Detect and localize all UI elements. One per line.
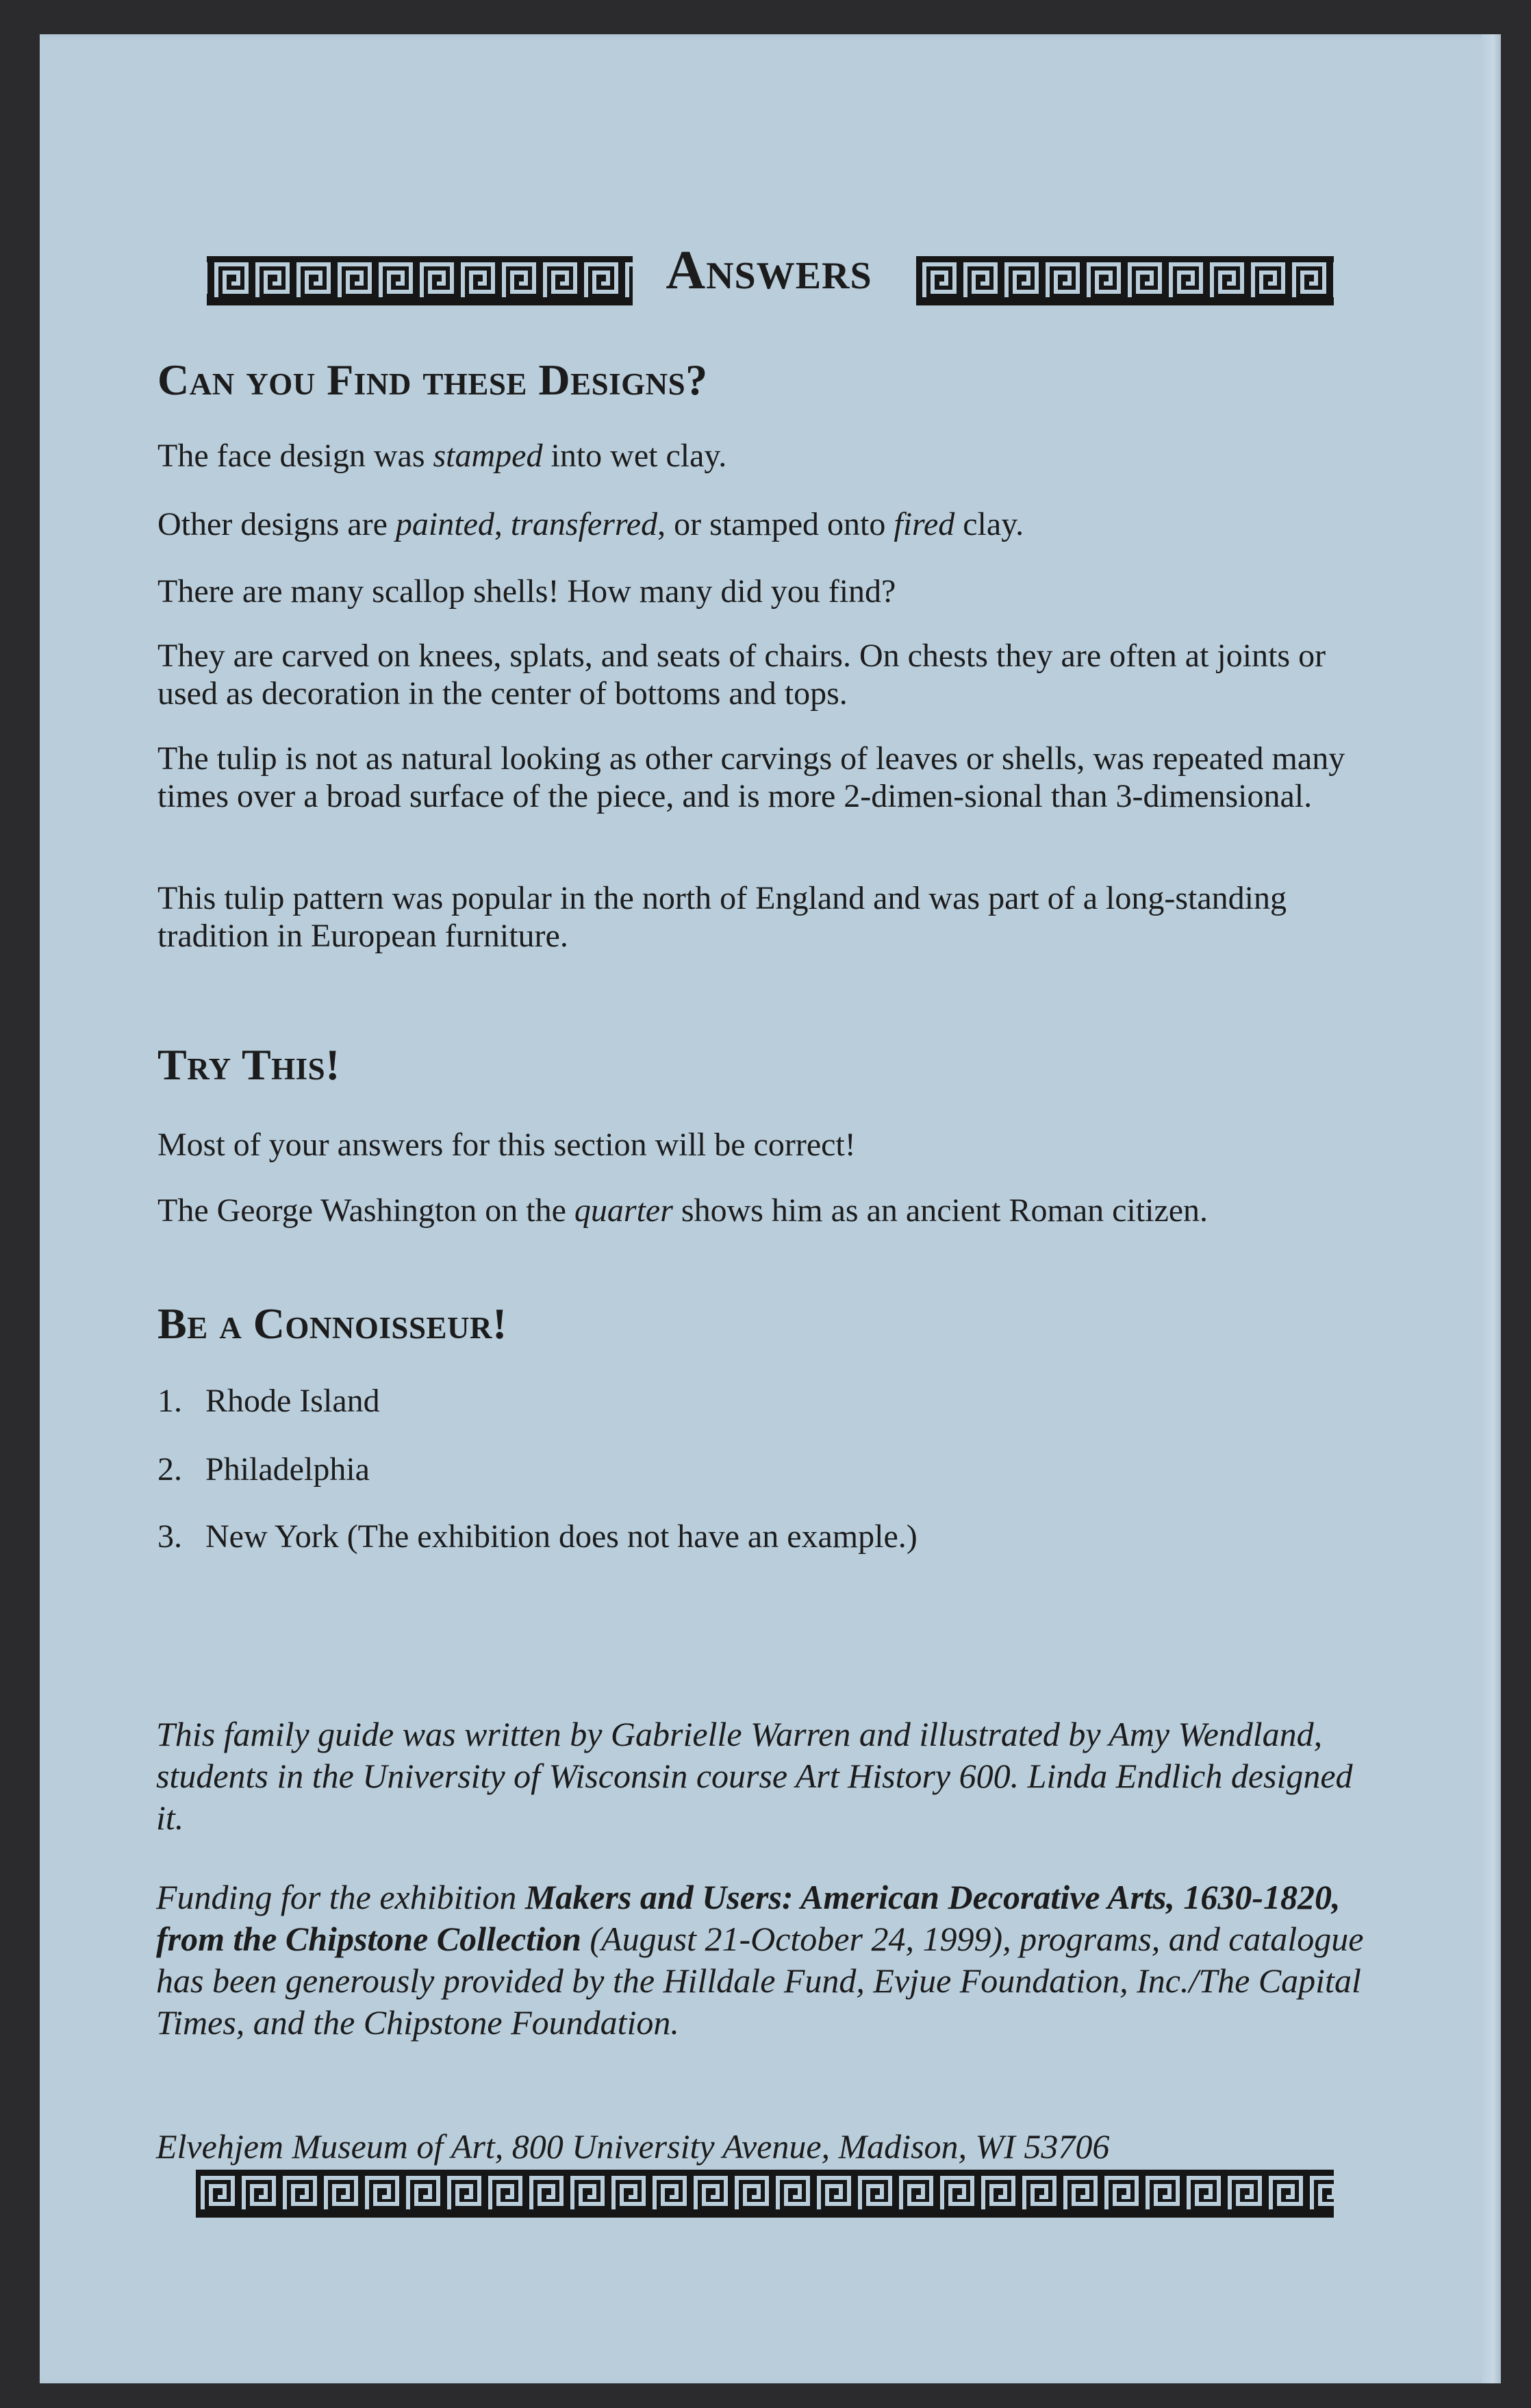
- greek-key-border-icon: [916, 256, 1334, 305]
- text-span: The George Washington on the: [157, 1192, 574, 1229]
- answer-paragraph: This tulip pattern was popular in the north of England and was part of a long-standing tradition in European furniture.: [157, 880, 1287, 954]
- text-span: Funding for the exhibition: [156, 1878, 525, 1916]
- list-item: [157, 1382, 1390, 1420]
- text-span: clay.: [954, 506, 1024, 542]
- funding-paragraph: [156, 1877, 1389, 2044]
- answer-paragraph: [157, 505, 1390, 543]
- text-span: Other designs are: [157, 506, 396, 542]
- answer-paragraph: Most of your answers for this section will be correct!: [157, 1127, 856, 1163]
- list-number: 3.: [157, 1518, 182, 1555]
- exhibition-title: Makers and Users: American Decorative Arts, 1630-1820, from the Chipstone Collection: [156, 1878, 1341, 1958]
- list-number: 1.: [157, 1383, 182, 1419]
- text-span: , or stamped onto: [657, 506, 894, 542]
- emphasis-text: stamped: [433, 438, 543, 474]
- text-span: (August 21-October 24, 1999), programs, and catalogue has been generously provided by the Hilldale Fund, Evjue Foundation, Inc./The Capital Times, and the Chipstone Foundation.: [156, 1920, 1364, 2042]
- answer-paragraph: They are carved on knees, splats, and seats of chairs. On chests they are often at joints or used as decoration in the center of bottoms and tops.: [157, 638, 1326, 712]
- greek-key-pattern: [916, 256, 1334, 305]
- paper-edge: [1482, 34, 1501, 2383]
- credits-paragraph: This family guide was written by Gabrielle Warren and illustrated by Amy Wendland, students in the University of Wisconsin course Art History 600. Linda Endlich designed it.: [156, 1715, 1353, 1837]
- guide-page: [40, 34, 1501, 2383]
- greek-key-border-icon: [196, 2170, 1334, 2218]
- section-heading-find-designs: Can you Find these Designs?: [157, 355, 708, 404]
- text-span: into wet clay.: [542, 438, 727, 474]
- page-title: Answers: [666, 240, 872, 301]
- greek-key-pattern: [207, 256, 633, 305]
- list-item-text: New York (The exhibition does not have an example.): [205, 1518, 918, 1555]
- emphasis-text: transferred: [510, 506, 658, 542]
- emphasis-text: quarter: [574, 1192, 673, 1229]
- section-heading-connoisseur: Be a Connoisseur!: [157, 1299, 507, 1348]
- greek-key-pattern: [196, 2170, 1334, 2218]
- answer-paragraph: [157, 437, 1390, 475]
- text-span: The face design was: [157, 438, 433, 474]
- list-item-text: Rhode Island: [205, 1383, 380, 1419]
- text-span: shows him as an ancient Roman citizen.: [672, 1192, 1209, 1229]
- section-heading-try-this: Try This!: [157, 1040, 340, 1089]
- answer-paragraph: [157, 1192, 1390, 1229]
- greek-key-border-icon: [207, 256, 633, 305]
- museum-address: Elvehjem Museum of Art, 800 University Avenue, Madison, WI 53706: [156, 2127, 1110, 2166]
- list-item: [157, 1518, 1390, 1555]
- emphasis-text: painted: [395, 506, 494, 542]
- text-span: ,: [494, 506, 511, 542]
- answer-paragraph: There are many scallop shells! How many did you find?: [157, 573, 896, 610]
- list-item-text: Philadelphia: [205, 1451, 370, 1488]
- answer-paragraph: The tulip is not as natural looking as other carvings of leaves or shells, was repeated many times over a broad surface of the piece, and is more 2-dimen-sional than 3-dimensional.: [157, 740, 1345, 814]
- title-row: [157, 226, 1390, 315]
- list-number: 2.: [157, 1451, 182, 1488]
- list-item: [157, 1451, 1390, 1488]
- emphasis-text: fired: [894, 506, 955, 542]
